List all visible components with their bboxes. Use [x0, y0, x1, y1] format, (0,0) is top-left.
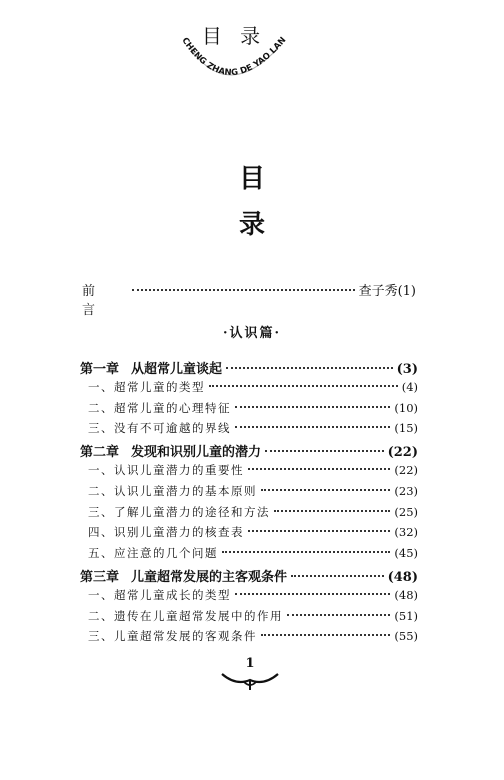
ornament-icon [220, 670, 280, 692]
title-line-2: 录 [238, 210, 265, 240]
toc-item-row[interactable] [80, 379, 418, 400]
toc-chapter-row[interactable] [80, 566, 418, 587]
toc-page-number: (45) [394, 546, 418, 561]
emblem-arc [168, 18, 298, 104]
leader-dots [261, 634, 390, 636]
toc-page-number: (55) [394, 629, 418, 644]
leader-dots [274, 510, 390, 512]
toc-item-row[interactable] [80, 524, 418, 545]
leader-dots [222, 551, 390, 553]
chapter-number: 第一章 [80, 362, 120, 377]
toc-entry-title: 三、儿童超常发展的客观条件 [88, 629, 257, 644]
leader-dots [291, 575, 384, 577]
toc-page-number: (15) [394, 421, 418, 436]
toc-preface[interactable] [82, 280, 416, 318]
leader-dots [132, 289, 355, 291]
toc-entry-title: 儿童超常发展的主客观条件 [131, 569, 288, 585]
toc-item-row[interactable] [80, 420, 418, 441]
toc-item-row[interactable] [80, 462, 418, 483]
toc-list [80, 358, 418, 649]
toc-entry-title: 三、没有不可逾越的界线 [88, 421, 231, 436]
chapter-number: 第二章 [80, 445, 120, 461]
toc-page-number: (48) [387, 569, 418, 585]
toc-page-number: (48) [394, 587, 418, 602]
toc-entry-title: 二、超常儿童的心理特征 [88, 400, 231, 415]
emblem-pinyin: CHENG ZHANG DE YAO LAN [179, 35, 289, 79]
toc-item-row[interactable] [80, 587, 418, 608]
toc-entry-title: 一、认识儿童潜力的重要性 [88, 462, 244, 477]
toc-item-row[interactable] [80, 628, 418, 649]
toc-page-number: (51) [394, 608, 418, 623]
toc-page-number: (10) [394, 400, 418, 415]
toc-entry-title: 一、超常儿童的类型 [88, 379, 205, 394]
toc-entry-title: 一、超常儿童成长的类型 [88, 587, 231, 602]
page-number: 1 [245, 656, 255, 671]
toc-item-row[interactable] [80, 504, 418, 525]
title-line-1: 目 [238, 164, 265, 194]
toc-chapter-row[interactable] [80, 358, 418, 379]
chapter-number: 第三章 [80, 569, 120, 585]
toc-entry-title: 五、应注意的几个问题 [88, 546, 218, 561]
toc-entry-title: 发现和识别儿童的潜力 [131, 445, 262, 461]
toc-item-row[interactable] [80, 483, 418, 504]
toc-page-number: (32) [394, 525, 418, 540]
toc-page-number: (4) [401, 379, 418, 394]
toc-page-number: (22) [394, 462, 418, 477]
leader-dots [226, 367, 393, 369]
leader-dots [265, 450, 384, 452]
section-title: ·认识篇· [222, 326, 282, 341]
toc-page-number: (3) [396, 362, 418, 377]
preface-author-page: 查子秀(1) [358, 284, 416, 299]
toc-entry-title: 三、了解儿童潜力的途径和方法 [88, 504, 270, 519]
toc-entry-title: 从超常儿童谈起 [131, 362, 223, 377]
svg-text:CHENG ZHANG DE YAO LAN [179, 35, 288, 78]
header-emblem [168, 18, 298, 104]
toc-entry-title: 二、遗传在儿童超常发展中的作用 [88, 608, 283, 623]
toc-item-row[interactable] [80, 608, 418, 629]
page-footer [220, 656, 280, 692]
leader-dots [287, 614, 390, 616]
toc-entry-title: 四、识别儿童潜力的核查表 [88, 525, 244, 540]
toc-page-number: (22) [387, 445, 418, 461]
leader-dots [209, 385, 398, 387]
toc-page-number: (25) [394, 504, 418, 519]
leader-dots [248, 468, 390, 470]
toc-item-row[interactable] [80, 545, 418, 566]
leader-dots [235, 426, 390, 428]
toc-chapter-row[interactable] [80, 441, 418, 462]
leader-dots [235, 406, 390, 408]
toc-item-row[interactable] [80, 400, 418, 421]
toc-entry-title: 二、认识儿童潜力的基本原则 [88, 483, 257, 498]
emblem-title: 目 录 [201, 24, 267, 48]
leader-dots [261, 489, 390, 491]
leader-dots [248, 530, 390, 532]
toc-page-number: (23) [394, 483, 418, 498]
preface-label: 前 言 [82, 284, 108, 318]
leader-dots [235, 593, 390, 595]
